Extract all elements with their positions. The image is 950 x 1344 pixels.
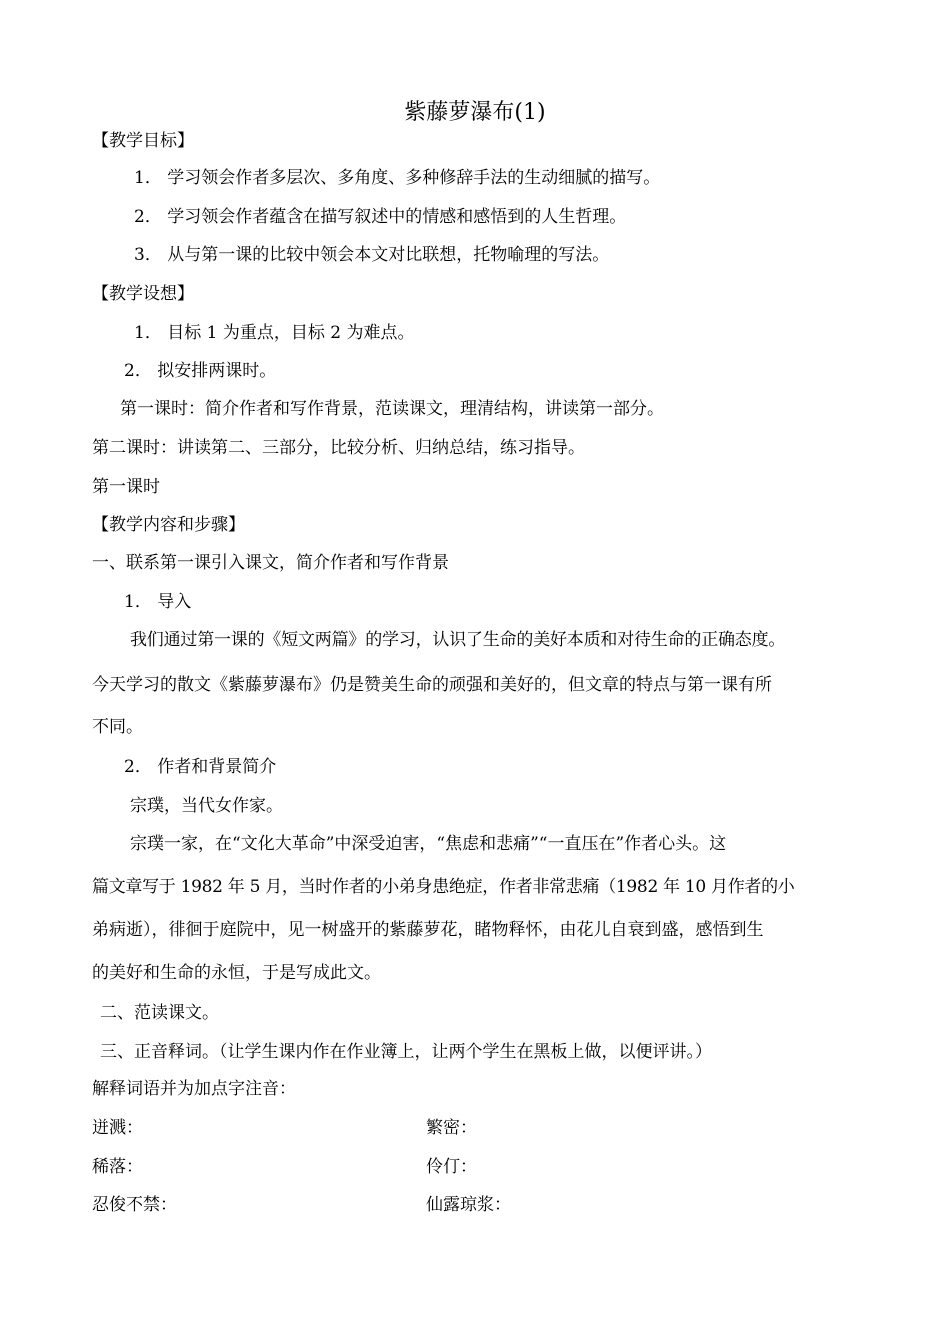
vocab-term: 稀落： xyxy=(92,1157,143,1177)
background-line-2: 篇文章写于 1982 年 5 月，当时作者的小弟身患绝症，作者非常悲痛（1982 年 10 月作者的小 xyxy=(92,877,795,897)
vocab-term: 忍俊不禁： xyxy=(92,1195,177,1215)
goal-item-1: 1． 学习领会作者多层次、多角度、多种修辞手法的生动细腻的描写。 xyxy=(134,168,661,188)
design-item-2: 2． 拟安排两课时。 xyxy=(124,361,277,381)
goal-item-3: 3． 从与第一课的比较中领会本文对比联想，托物喻理的写法。 xyxy=(134,245,610,265)
intro-label: 1． 导入 xyxy=(124,592,192,612)
goals-heading: 【教学目标】 xyxy=(92,131,194,151)
content-heading: 【教学内容和步骤】 xyxy=(92,515,245,535)
part2-title: 二、范读课文。 xyxy=(100,1003,219,1023)
part1-title: 一、联系第一课引入课文，简介作者和写作背景 xyxy=(92,553,449,573)
vocab-instruction: 解释词语并为加点字注音： xyxy=(92,1079,296,1099)
design-lesson-1: 第一课时：简介作者和写作背景，范读课文，理清结构，讲读第一部分。 xyxy=(120,399,664,419)
background-line-3: 弟病逝），徘徊于庭院中，见一树盛开的紫藤萝花，睹物释怀，由花儿自衰到盛，感悟到生 xyxy=(92,920,764,940)
intro-line-3: 不同。 xyxy=(92,717,143,737)
first-lesson-label: 第一课时 xyxy=(92,477,160,497)
design-item-1: 1． 目标 1 为重点，目标 2 为难点。 xyxy=(134,323,415,343)
background-line-1: 宗璞一家，在“文化大革命”中深受迫害，“焦虑和悲痛”“一直压在”作者心头。这 xyxy=(130,834,727,854)
vocab-term: 仙露琼浆： xyxy=(426,1195,511,1215)
background-line-4: 的美好和生命的永恒，于是写成此文。 xyxy=(92,963,381,983)
author-label: 2． 作者和背景简介 xyxy=(124,757,277,777)
vocab-term: 伶仃： xyxy=(426,1157,477,1177)
author-line: 宗璞，当代女作家。 xyxy=(130,796,283,816)
goal-item-2: 2． 学习领会作者蕴含在描写叙述中的情感和感悟到的人生哲理。 xyxy=(134,207,627,227)
vocab-term: 繁密： xyxy=(426,1118,477,1138)
vocab-term: 迸溅： xyxy=(92,1118,143,1138)
intro-line-2: 今天学习的散文《紫藤萝瀑布》仍是赞美生命的顽强和美好的，但文章的特点与第一课有所 xyxy=(92,675,772,695)
part3-title: 三、正音释词。（让学生课内作在作业簿上，让两个学生在黑板上做，以便评讲。） xyxy=(100,1042,712,1062)
page-title: 紫藤萝瀑布(1) xyxy=(404,100,546,125)
design-heading: 【教学设想】 xyxy=(92,284,194,304)
design-lesson-2: 第二课时：讲读第二、三部分，比较分析、归纳总结，练习指导。 xyxy=(92,438,585,458)
intro-line-1: 我们通过第一课的《短文两篇》的学习，认识了生命的美好本质和对待生命的正确态度。 xyxy=(130,630,786,650)
